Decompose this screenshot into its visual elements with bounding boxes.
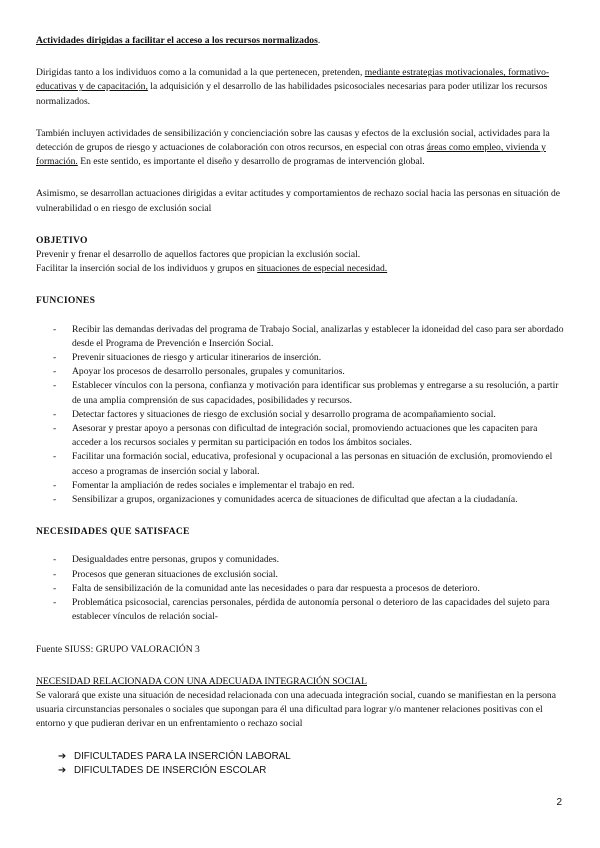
p2-text-b: En este sentido, es importante el diseño y desarrollo de programas de intervención global. [77,156,425,168]
dash-bullet: - [53,554,57,566]
list-item [53,408,564,422]
list-item [53,596,564,624]
list-item-text: Apoyar los procesos de desarrollo personales, grupales y comunitarios. [72,366,345,378]
p1-text-a: Dirigidas tanto a los individuos como a la comunidad a la que pertenecen, pretenden, [36,67,365,79]
list-item-text: Prevenir situaciones de riesgo y articular itinerarios de inserción. [72,352,322,364]
section-title [36,34,564,48]
paragraph-3: Asimismo, se desarrollan actuaciones dirigidas a evitar actitudes y comportamientos de rechazo social hacia las personas en situación de vulnerabilidad o en riesgo de exclusión social [36,188,561,214]
dash-bullet: - [53,582,57,594]
dificultades-list [36,750,564,778]
dash-bullet: - [53,323,57,335]
list-item [53,582,564,596]
list-item [53,365,564,379]
list-item-text: Falta de sensibilización de la comunidad ante las necesidades o para dar respuesta a procesos de deterioro. [72,582,480,594]
dash-bullet: - [53,408,57,420]
arrow-right-icon: ➔ [58,750,67,762]
paragraph-1 [36,66,564,109]
list-item-text: DIFICULTADES DE INSERCIÓN ESCOLAR [74,764,267,776]
necesidades-list [36,553,564,624]
p1-text-b: la adquisición y el desarrollo de las habilidades psicosociales necesarias para poder utilizar los recursos normalizados. [36,81,548,107]
list-item-text: Procesos que generan situaciones de exclusión social. [72,568,278,580]
list-item [53,351,564,365]
dash-bullet: - [53,479,57,491]
list-item [53,323,564,351]
list-item [53,422,564,450]
list-item-text: Desigualdades entre personas, grupos y comunidades. [72,554,280,566]
necesidad-relacionada-heading: NECESIDAD RELACIONADA CON UNA ADECUADA INTEGRACIÓN SOCIAL [36,675,367,687]
list-item-text: Detectar factores y situaciones de riesgo de exclusión social y desarrollo programa de acompañamiento social. [72,408,496,420]
list-item-text: Problemática psicosocial, carencias personales, pérdida de autonomía personal o deterioro de las capacidades del sujeto para establecer vínculos de relación social- [72,597,550,623]
list-item-text: Establecer vínculos con la persona, confianza y motivación para identificar sus problemas y entregarse a su resolución, a partir de una amplia comprensión de sus capacidades, posibilidades y recursos. [72,380,559,406]
document-page [36,34,564,778]
objetivo-line-2-underlined: situaciones de especial necesidad. [257,263,388,275]
dash-bullet: - [53,352,57,364]
dash-bullet: - [53,366,57,378]
list-item [53,379,564,407]
list-item-text: Asesorar y prestar apoyo a personas con dificultad de integración social, promoviendo actuaciones que les capaciten para acceder a los recursos sociales y permitan su participación en todos los ámbitos sociales. [72,423,538,449]
list-item [58,764,564,778]
necesidad-relacionada-text: Se valorará que existe una situación de necesidad relacionada con una adecuada integración social, cuando se manifiestan en la persona usuaria circunstancias personales o sociales que supongan para él una dificultad para lograr y/o mantener relaciones positivas con el entorno y que pudieran derivar en un enfrentamiento o rechazo social [36,689,556,730]
arrow-right-icon: ➔ [58,764,67,776]
funciones-list [36,323,564,508]
list-item-text: Facilitar una formación social, educativa, profesional y ocupacional a las personas en situación de exclusión, promoviendo el acceso a programas de inserción social y laboral. [72,451,553,477]
paragraph-2 [36,127,564,170]
dash-bullet: - [53,451,57,463]
p1-underlined: mediante estrategias motivacionales, formativo-educativas y de capacitación, [36,67,550,93]
objetivo-heading: OBJETIVO [36,234,88,246]
list-item-text: Recibir las demandas derivadas del programa de Trabajo Social, analizarlas y establecer la idoneidad del caso para ser abordado desde el Programa de Prevención e Inserción Social. [72,323,564,349]
list-item [53,450,564,478]
dash-bullet: - [53,423,57,435]
title-period: . [317,35,321,46]
objetivo-line-1: Prevenir y frenar el desarrollo de aquellos factores que propician la exclusión social. [36,249,361,261]
p2-underlined: áreas como empleo, vivienda y formación. [36,142,546,168]
list-item [53,479,564,493]
list-item [53,568,564,582]
list-item-text: Sensibilizar a grupos, organizaciones y comunidades acerca de situaciones de dificultad que afectan a la ciudadanía. [72,494,518,506]
dash-bullet: - [53,568,57,580]
list-item [53,493,564,507]
list-item-text: DIFICULTADES PARA LA INSERCIÓN LABORAL [74,750,291,762]
objetivo-line-2 [36,262,564,276]
dash-bullet: - [53,380,57,392]
page-number: 2 [556,796,562,808]
objetivo-line-2-text: Facilitar la inserción social de los individuos y grupos en [36,263,258,275]
list-item-text: Fomentar la ampliación de redes sociales e implementar el trabajo en red. [72,479,355,491]
list-item [58,750,564,764]
fuente-line: Fuente SIUSS: GRUPO VALORACIÓN 3 [36,643,200,655]
dash-bullet: - [53,597,57,609]
necesidades-heading: NECESIDADES QUE SATISFACE [36,526,190,538]
p2-text-a: También incluyen actividades de sensibilización y concienciación sobre las causas y efectos de la exclusión social, actividades para la detección de grupos de riesgo y actuaciones de colaboración con otros recursos, en especial con otras [36,127,550,154]
funciones-heading: FUNCIONES [36,295,96,307]
dash-bullet: - [53,494,57,506]
title-text: Actividades dirigidas a facilitar el acceso a los recursos normalizados [36,35,318,46]
list-item [53,553,564,567]
